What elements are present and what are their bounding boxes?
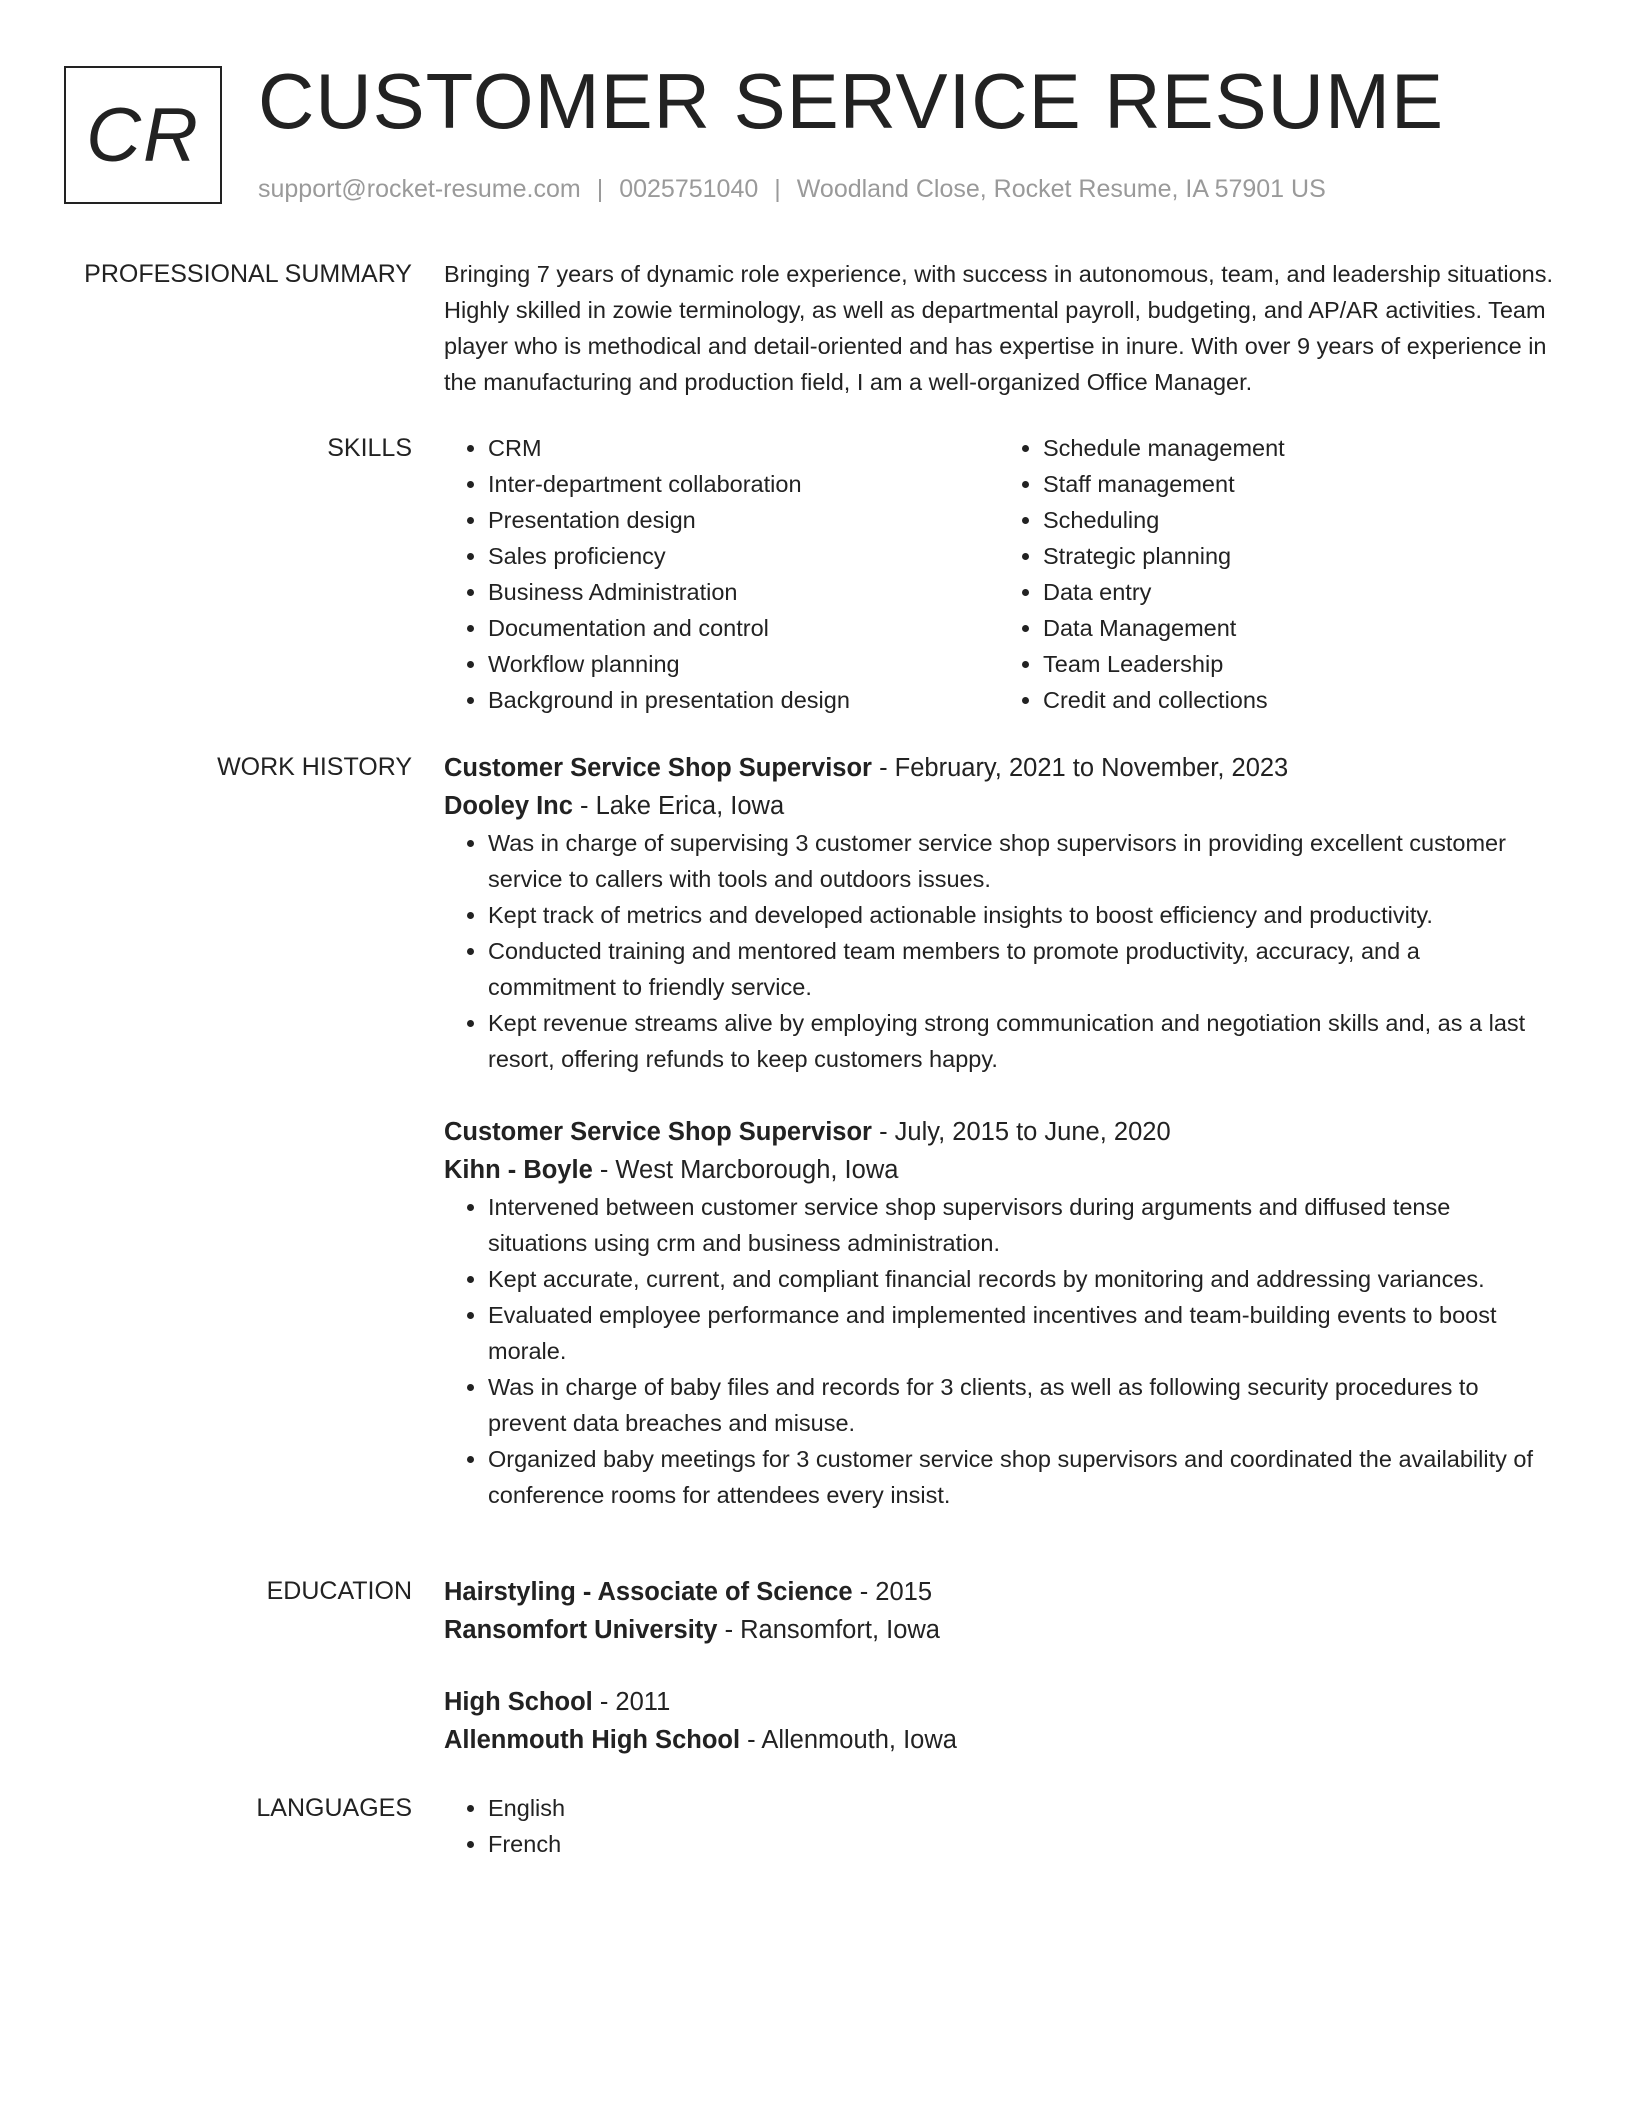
monogram-badge: [64, 66, 222, 204]
language-item: • English: [488, 1790, 1554, 1826]
job-duty-item: • Kept revenue streams alive by employing strong communication and negotiation skills and, as a last resort, offering refunds to keep customers happy.: [488, 1005, 1554, 1077]
skills-list-right: [999, 430, 1554, 718]
skill-item: • Documentation and control: [488, 610, 999, 646]
resume-title: CUSTOMER SERVICE RESUME: [258, 57, 1444, 145]
education-year: - 2011: [592, 1688, 671, 1716]
education-degree-line: [444, 1683, 1554, 1721]
skill-item: • CRM: [488, 430, 999, 466]
monogram-initials: CR: [86, 92, 200, 178]
education-school: Ransomfort University: [444, 1616, 718, 1644]
education-heading: EDUCATION: [266, 1577, 412, 1605]
education-school-line: [444, 1611, 1554, 1649]
job-dates: - July, 2015 to June, 2020: [871, 1118, 1171, 1146]
skill-item: • Background in presentation design: [488, 682, 999, 718]
skill-item: • Presentation design: [488, 502, 999, 538]
work-history-heading: WORK HISTORY: [217, 753, 412, 781]
contact-address: Woodland Close, Rocket Resume, IA 57901 US: [796, 175, 1326, 203]
education-degree: Hairstyling - Associate of Science: [444, 1578, 853, 1606]
skill-item: • Data entry: [1043, 574, 1554, 610]
job-company-line: [444, 787, 1554, 825]
summary-heading: PROFESSIONAL SUMMARY: [84, 260, 412, 288]
job-duties-list: [444, 1189, 1554, 1513]
job-duty-item: • Was in charge of supervising 3 customer service shop supervisors in providing excellent customer service to callers with tools and outdoors issues.: [488, 825, 1554, 897]
skill-item: • Scheduling: [1043, 502, 1554, 538]
contact-email: support@rocket-resume.com: [258, 175, 581, 203]
job-company-line: [444, 1151, 1554, 1189]
job-location: - West Marcborough, Iowa: [592, 1156, 899, 1184]
job-location: - Lake Erica, Iowa: [572, 792, 785, 820]
skill-item: • Inter-department collaboration: [488, 466, 999, 502]
education-location: - Allenmouth, Iowa: [740, 1726, 957, 1754]
education-location: - Ransomfort, Iowa: [717, 1616, 940, 1644]
job-duty-item: • Organized baby meetings for 3 customer service shop supervisors and coordinated the availability of conference rooms for attendees every insist.: [488, 1441, 1554, 1513]
job-duty-item: • Kept accurate, current, and compliant financial records by monitoring and addressing variances.: [488, 1261, 1554, 1297]
skill-item: • Staff management: [1043, 466, 1554, 502]
education-degree: High School: [444, 1688, 593, 1716]
education-school: Allenmouth High School: [444, 1726, 741, 1754]
job-duty-item: • Was in charge of baby files and records for 3 clients, as well as following security procedures to prevent data breaches and misuse.: [488, 1369, 1554, 1441]
skill-item: • Credit and collections: [1043, 682, 1554, 718]
contact-phone: 0025751040: [619, 175, 759, 203]
job-duty-item: • Evaluated employee performance and implemented incentives and team-building events to boost morale.: [488, 1297, 1554, 1369]
job-entry: [444, 1113, 1554, 1513]
job-dates: - February, 2021 to November, 2023: [871, 754, 1289, 782]
skill-item: • Strategic planning: [1043, 538, 1554, 574]
skill-item: • Schedule management: [1043, 430, 1554, 466]
languages-heading: LANGUAGES: [256, 1794, 412, 1822]
skill-item: • Team Leadership: [1043, 646, 1554, 682]
summary-text: Bringing 7 years of dynamic role experience, with success in autonomous, team, and leadership situations. Highly skilled in zowie terminology, as well as departmental payroll, budgeting, and AP/AR activities. Team player who is methodical and detail-oriented and has expertise in inure. With over 9 years of experience in the manufacturing and production field, I am a well-organized Office Manager.: [444, 261, 1554, 395]
job-company: Kihn - Boyle: [444, 1156, 593, 1184]
skill-item: • Sales proficiency: [488, 538, 999, 574]
skills-list-left: [444, 430, 999, 718]
education-school-line: [444, 1721, 1554, 1759]
education-degree-line: [444, 1573, 1554, 1611]
job-title-line: [444, 1113, 1554, 1151]
job-title: Customer Service Shop Supervisor: [444, 754, 872, 782]
contact-separator: |: [774, 175, 781, 203]
education-entry: [444, 1573, 1554, 1649]
skill-item: • Business Administration: [488, 574, 999, 610]
job-duty-item: • Conducted training and mentored team members to promote productivity, accuracy, and a commitment to friendly service.: [488, 933, 1554, 1005]
contact-line: [258, 173, 1326, 205]
language-item: • French: [488, 1826, 1554, 1862]
education-year: - 2015: [852, 1578, 933, 1606]
skills-heading: SKILLS: [327, 434, 412, 462]
job-duty-item: • Intervened between customer service shop supervisors during arguments and diffused tense situations using crm and business administration.: [488, 1189, 1554, 1261]
education-entry: [444, 1683, 1554, 1759]
contact-separator: |: [596, 175, 604, 203]
job-title-line: [444, 749, 1554, 787]
skill-item: • Data Management: [1043, 610, 1554, 646]
job-duty-item: • Kept track of metrics and developed actionable insights to boost efficiency and productivity.: [488, 897, 1554, 933]
skill-item: • Workflow planning: [488, 646, 999, 682]
job-title: Customer Service Shop Supervisor: [444, 1118, 872, 1146]
job-entry: [444, 749, 1554, 1077]
job-duties-list: [444, 825, 1554, 1077]
job-company: Dooley Inc: [444, 792, 573, 820]
languages-list: [444, 1790, 1554, 1862]
